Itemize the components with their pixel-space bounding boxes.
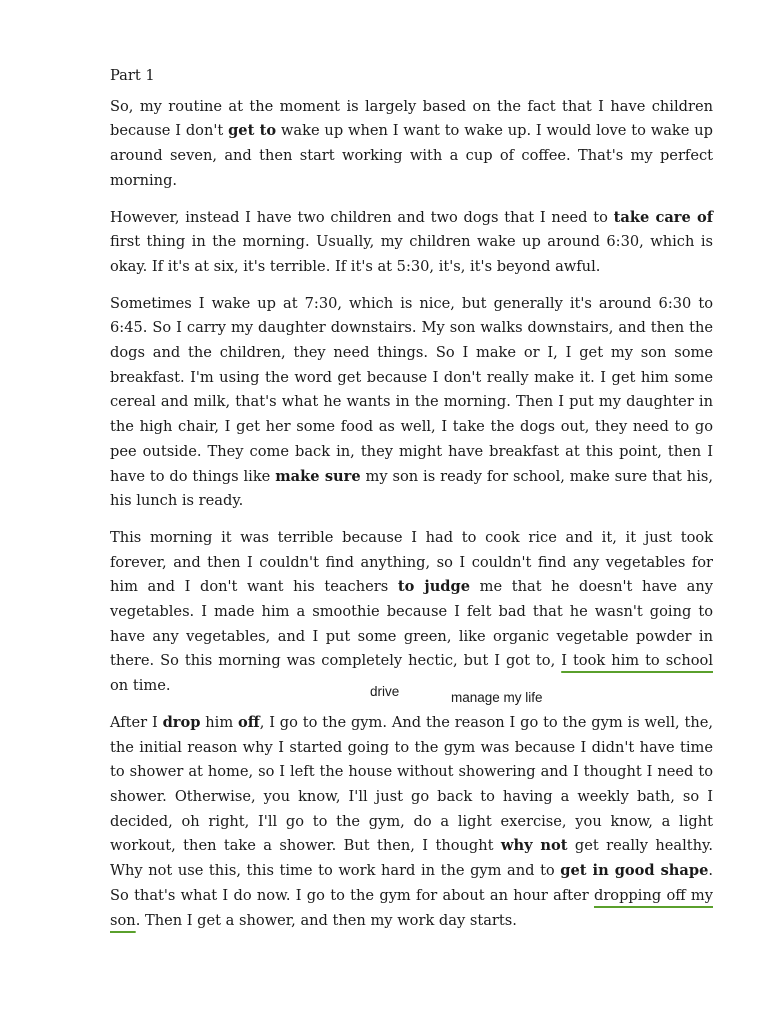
bold-phrase: take care of (613, 208, 713, 226)
annotation-manage-my-life: manage my life (451, 690, 543, 705)
document-body (110, 64, 713, 945)
text-run: . Then I get a shower, and then my work day starts. (135, 911, 517, 929)
text-run: my son is ready for school, make sure that his, his lunch is ready. (110, 467, 713, 510)
part-heading: Part 1 (110, 67, 155, 84)
text-run: After I (110, 713, 163, 731)
paragraph (110, 711, 713, 933)
annotation-drive: drive (370, 684, 400, 699)
text-run: Sometimes I wake up at 7:30, which is nice, but generally it's around 6:30 to 6:45. So I carry my daughter downstairs. My son walks downstairs, and then the dogs and the children, they need things. So I make or I, I get my son some breakfast. I'm using the word get because I don't really make it. I get him some cereal and milk, that's what he wants in the morning. Then I put my daughter in the high chair, I get her some food as well, I take the dogs out, they need to go pee outside. They come back in, they might have breakfast at this point, then I have to do things like (110, 294, 713, 485)
text-run: . So that's what I do now. I go to the gym for about an hour after (110, 862, 713, 904)
text-run: get really healthy. Why not use this, this time to work hard in the gym and to (110, 837, 714, 880)
bold-phrase: get to (228, 122, 277, 140)
bold-phrase: why not (500, 837, 568, 855)
underlined-phrase: dropping off my son (110, 886, 713, 929)
paragraph (110, 526, 713, 699)
text-run: , I go to the gym. And the reason I go to the gym is well, the, the initial reason why I started going to the gym was because I didn't have time to shower at home, so I left the house without showering and I thought I need to shower. Otherwise, you know, I'll just go back to having a weekly bath, so I decided, oh right, I'll go to the gym, do a light exercise, you know, a light workout, then take a shower. But then, I thought (110, 713, 713, 855)
text-run: This morning it was terrible because I had to cook rice and it, it just took forever, and then I couldn't find anything, so I couldn't find any vegetables for him and I don't want his teachers (110, 528, 713, 596)
paragraph (110, 206, 713, 280)
paragraphs (110, 95, 713, 934)
underlined-phrase: I took him to school (561, 652, 713, 670)
text-run: So, my routine at the moment is largely based on the fact that I have children because I don't (110, 97, 713, 140)
text-run: on time. (110, 677, 171, 695)
bold-phrase: get in good shape (560, 862, 709, 880)
text-run: wake up when I want to wake up. I would love to wake up around seven, and then start working with a cup of coffee. That's my perfect morning. (110, 122, 713, 189)
text-run: first thing in the morning. Usually, my children wake up around 6:30, which is okay. If it's at six, it's terrible. If it's at 5:30, it's, it's beyond awful. (110, 233, 713, 275)
text-run: However, instead I have two children and two dogs that I need to (110, 208, 614, 226)
text-run: him (200, 713, 239, 731)
text-run: me that he doesn't have any vegetables. I made him a smoothie because I felt bad that he wasn't going to have any vegetables, and I put some green, like organic vegetable powder in there. So this morning was completely hectic, but I got to, (110, 578, 714, 670)
bold-phrase: to judge (397, 578, 470, 596)
bold-phrase: drop (162, 713, 201, 731)
bold-phrase: make sure (275, 467, 361, 485)
paragraph (110, 292, 713, 514)
paragraph (110, 95, 713, 194)
bold-phrase: off (238, 713, 260, 731)
